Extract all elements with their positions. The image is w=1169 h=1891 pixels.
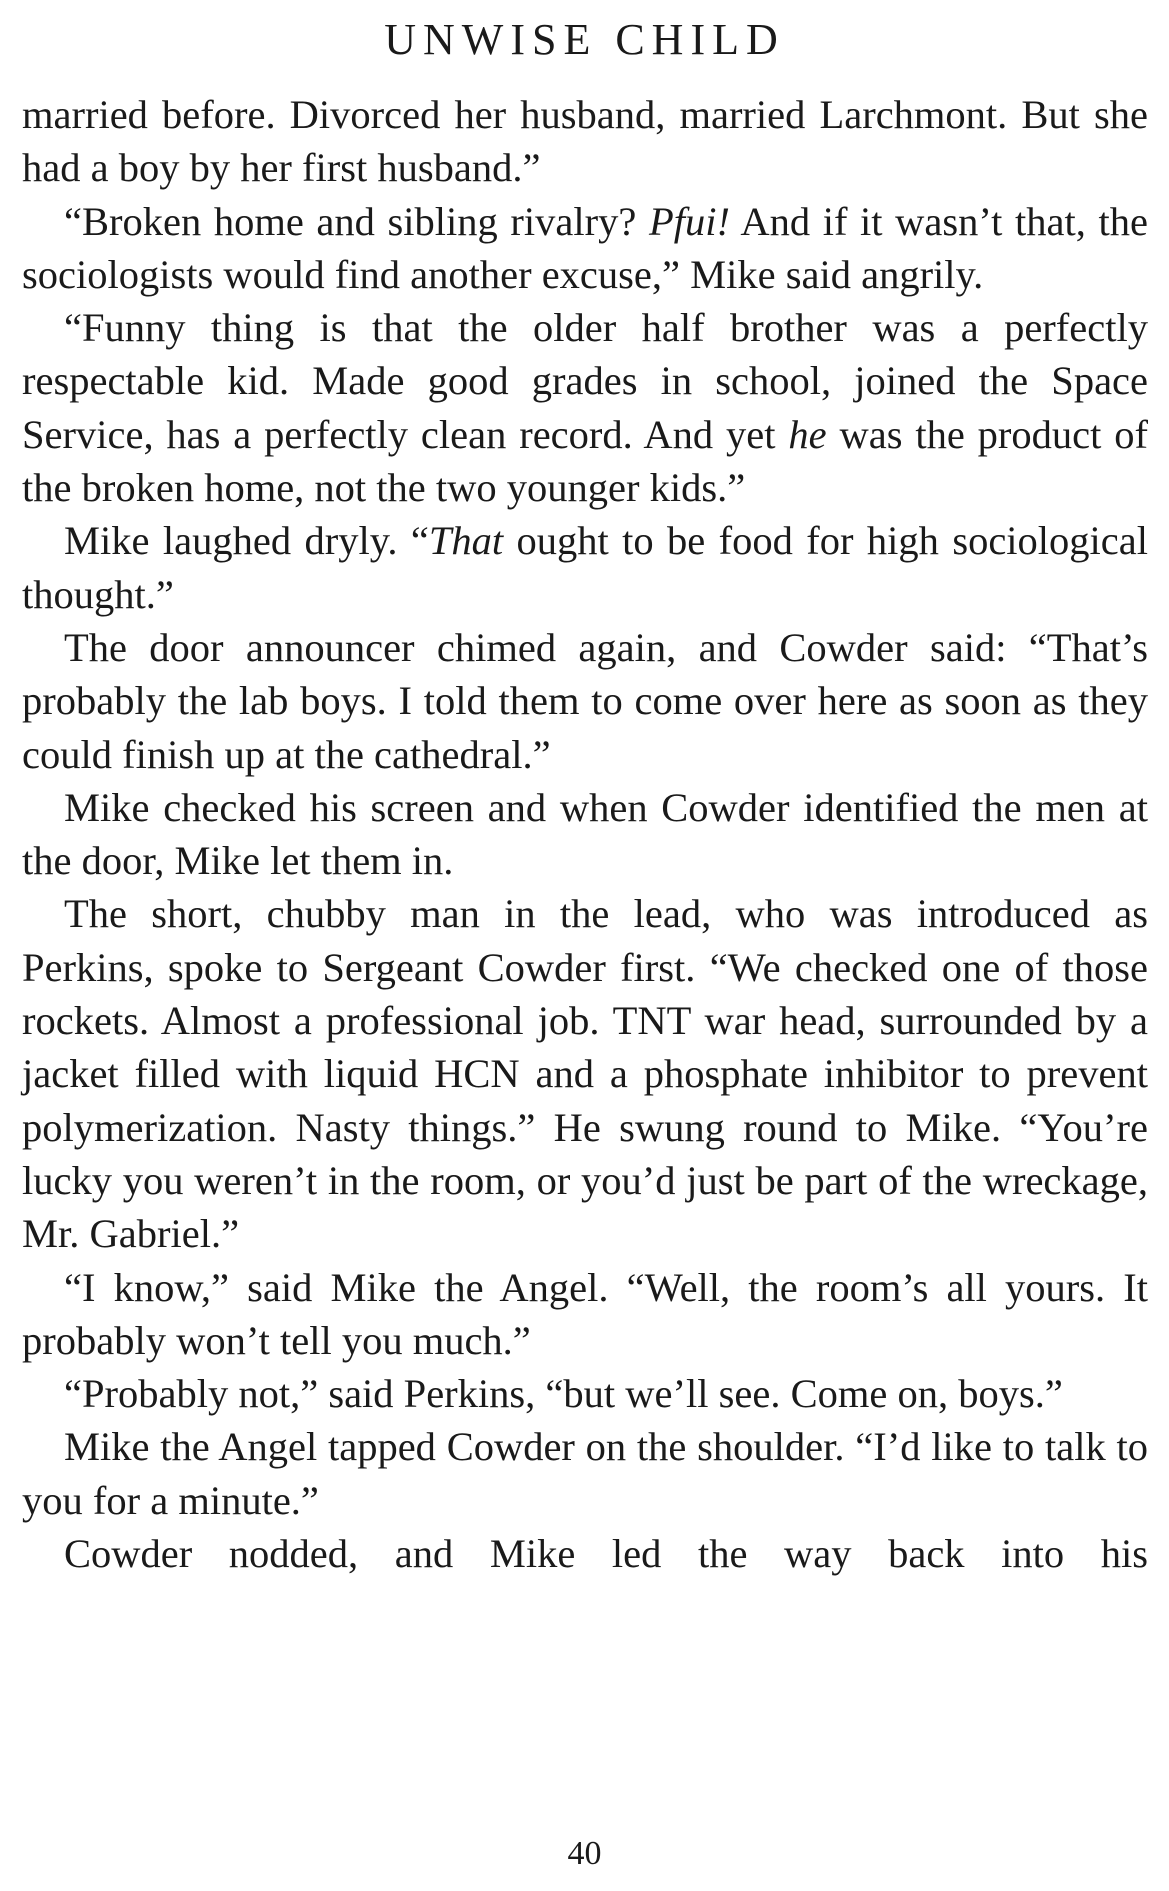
text-run: The short, chubby man in the lead, who was introduced as Perkins, spoke to Sergeant Cowder first. “We checked one of those rockets. Almost a professional job. TNT war head, surrounded by a jacket filled with liquid HCN and a phosphate inhibitor to prevent polymerization. Nasty things.” He swung round to Mike. “You’re lucky you weren’t in the room, or you’d just be part of the wreckage, Mr. Gabriel.”	[22, 891, 1148, 1257]
italic-text: he	[788, 411, 827, 457]
paragraph	[22, 887, 1148, 1260]
text-run: “Funny thing is that the older half brother was a perfectly respectable kid. Made good grades in school, joined the Space Service, has a perfectly clean record. And yet	[22, 305, 1148, 457]
paragraph	[22, 514, 1148, 621]
paragraph	[22, 301, 1148, 514]
paragraph	[22, 1367, 1148, 1420]
text-run: “I know,” said Mike the Angel. “Well, the room’s all yours. It probably won’t tell you much.”	[22, 1264, 1148, 1363]
paragraph	[22, 88, 1148, 195]
paragraph	[22, 195, 1148, 302]
text-run: Mike laughed dryly. “	[64, 518, 429, 564]
running-head: UNWISE CHILD	[384, 15, 785, 64]
text-run: The door announcer chimed again, and Cowder said: “That’s probably the lab boys. I told them to come over here as soon as they could finish up at the cathedral.”	[22, 624, 1148, 777]
text-run: was the product of the broken home, not the two younger kids.”	[22, 411, 1149, 511]
text-run: “Broken home and sibling rivalry?	[64, 198, 649, 244]
text-run: Cowder nodded, and Mike led the way back into his	[64, 1531, 1148, 1577]
text-run: Mike the Angel tapped Cowder on the shoulder. “I’d like to talk to you for a minute.”	[22, 1424, 1148, 1523]
paragraph	[22, 621, 1148, 781]
italic-text: Pfui!	[648, 198, 730, 244]
text-run: ought to be food for high sociological thought.”	[22, 518, 1149, 617]
paragraph	[22, 1261, 1148, 1368]
italic-text: That	[428, 518, 504, 564]
paragraph	[22, 781, 1148, 888]
page-number: 40	[567, 1835, 602, 1872]
text-run: And if it wasn’t that, the sociologists would find another excuse,” Mike said angrily.	[22, 198, 1148, 297]
body-text	[22, 88, 1148, 1580]
text-run: married before. Divorced her husband, married Larchmont. But she had a boy by her first husband.”	[22, 92, 1148, 191]
paragraph	[22, 1527, 1148, 1580]
paragraph	[22, 1420, 1148, 1527]
text-run: “Probably not,” said Perkins, “but we’ll see. Come on, boys.”	[64, 1371, 1063, 1417]
text-run: Mike checked his screen and when Cowder identified the men at the door, Mike let them in.	[22, 784, 1148, 884]
